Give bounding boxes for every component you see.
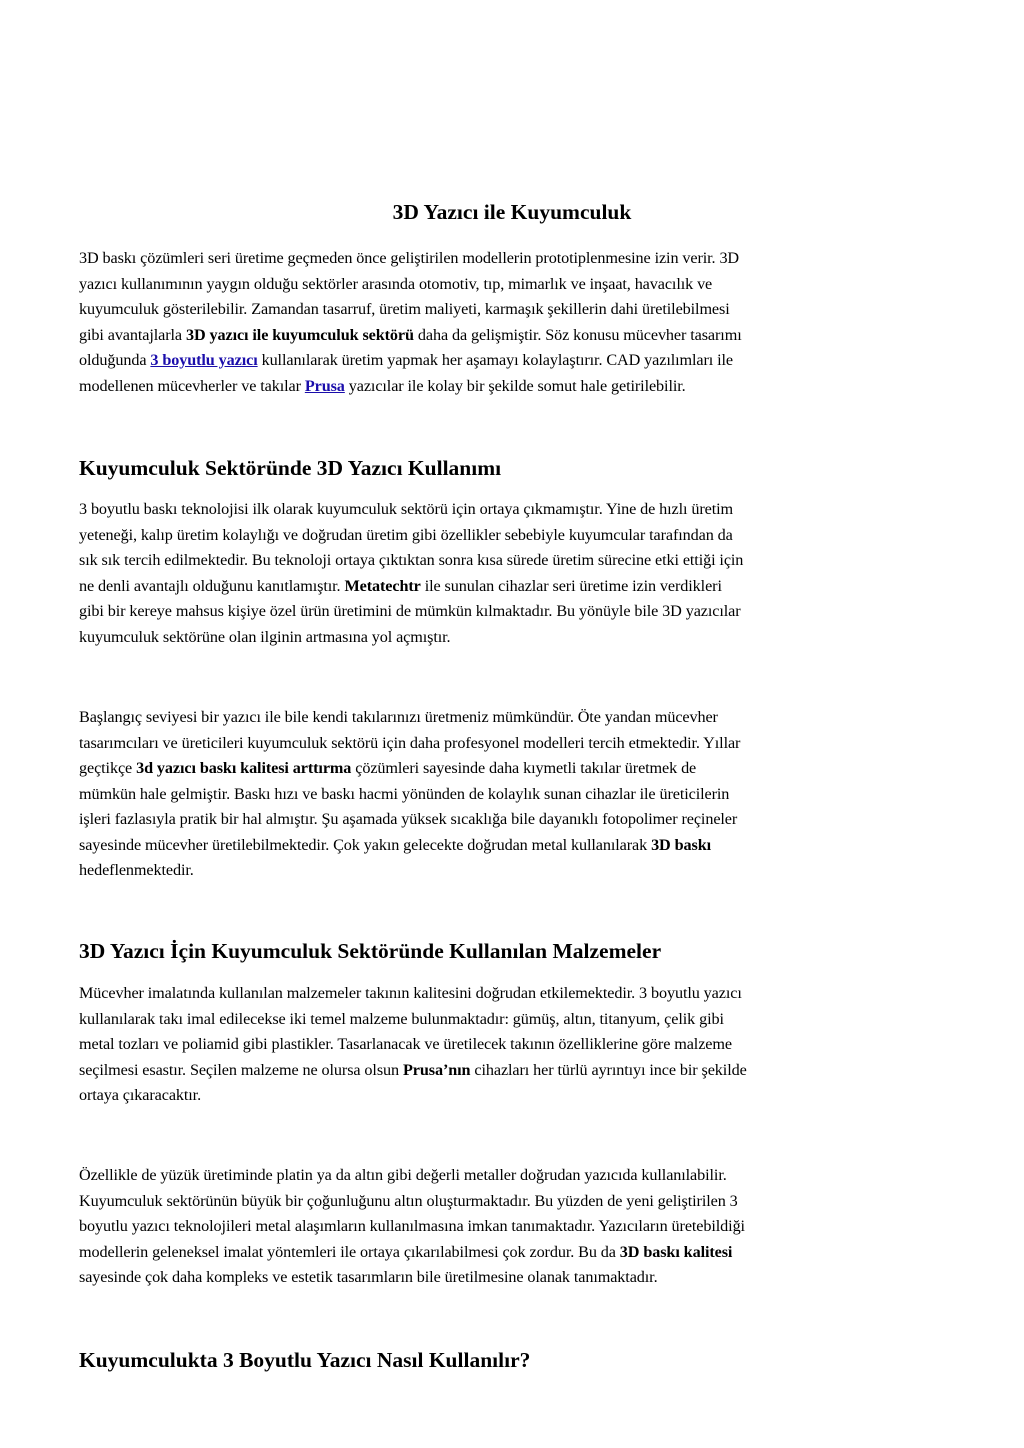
text-line: hedeflenmektedir.	[79, 861, 194, 879]
text-line: sık sık tercih edilmektedir. Bu teknoloji ortaya çıktıktan sonra kısa sürede üretim sürecine etki ettiği için	[79, 551, 744, 569]
text-segment: cihazları her türlü ayrıntıyı ince bir şekilde	[470, 1060, 747, 1079]
text-line: yazıcı kullanımının yaygın olduğu sektörler arasında otomotiv, tıp, mimarlık ve inşaat, havacılık ve	[79, 274, 713, 293]
text-line: metal tozları ve poliamid gibi plastikler. Tasarlanacak ve üretilecek takının özelliklerine göre malzeme	[79, 1035, 732, 1053]
text-segment: çözümleri sayesinde daha kıymetli takılar üretmek de	[351, 759, 697, 777]
text-line: tasarımcıları ve üreticileri kuyumculuk sektörü için daha profesyonel modelleri tercih etmektedir. Yıllar	[79, 733, 741, 752]
text-line: yeteneği, kalıp üretim kolaylığı ve doğrudan üretim gibi özellikler sebebiyle kuyumcular tarafından da	[79, 525, 733, 544]
text-segment: modellerin geleneksel imalat yöntemleri ile ortaya çıkarılabilmesi çok zordur. Bu da	[79, 1242, 620, 1261]
text-line: gibi bir kereye mahsus kişiye özel ürün üretimini de mümkün kılmaktadır. Bu yönüyle bile 3D yazıcılar	[79, 602, 741, 620]
bold-keyword: 3D yazıcı ile kuyumculuk sektörü	[185, 325, 414, 344]
text-line	[79, 1240, 949, 1266]
bold-keyword: 3D baskı	[651, 835, 711, 854]
materials-paragraph	[79, 981, 949, 1109]
text-segment: olduğunda	[79, 351, 151, 369]
text-line: Başlangıç seviyesi bir yazıcı ile bile kendi takılarınızı üretmeniz mümkündür. Öte yandan mücevher	[79, 708, 718, 726]
text-line: mümkün hale gelmiştir. Baskı hızı ve baskı hacmi yönünden de kolaylık sunan cihazlar ile üreticilerin	[79, 784, 730, 803]
bold-keyword: 3d yazıcı baskı kalitesi arttırma	[136, 759, 352, 777]
text-line	[79, 833, 949, 859]
section-heading-kullanim: Kuyumculuk Sektöründe 3D Yazıcı Kullanımı	[79, 456, 502, 480]
text-line: kullanılarak takı imal edilecekse iki temel malzeme bulunmaktadır: gümüş, altın, titanyum, çelik gibi	[79, 1009, 724, 1028]
link-prusa[interactable]: Prusa	[304, 376, 345, 395]
text-line	[79, 348, 949, 374]
section-heading-malzemeler: 3D Yazıcı İçin Kuyumculuk Sektöründe Kullanılan Malzemeler	[79, 939, 662, 963]
text-segment: geçtikçe	[79, 759, 137, 777]
text-segment: seçilmesi esastır. Seçilen malzeme ne olursa olsun	[79, 1060, 403, 1079]
text-line: Mücevher imalatında kullanılan malzemeler takının kalitesini doğrudan etkilemektedir. 3 boyutlu yazıcı	[79, 984, 742, 1002]
bold-keyword: Prusa’nın	[402, 1060, 471, 1079]
text-line	[79, 1058, 949, 1084]
text-line: Özellikle de yüzük üretiminde platin ya da altın gibi değerli metaller doğrudan yazıcıda kullanılabilir.	[79, 1166, 727, 1184]
text-line: işleri fazlasıyla pratik bir hal almıştır. Şu aşamada yüksek sıcaklığa bile dayanıklı fotopolimer reçineler	[79, 810, 738, 828]
link-3-boyutlu-yazici[interactable]: 3 boyutlu yazıcı	[150, 351, 258, 369]
text-segment: ile sunulan cihazlar seri üretime izin verdikleri	[420, 576, 722, 595]
text-segment: kullanılarak üretim yapmak her aşamayı kolaylaştırır. CAD yazılımları ile	[257, 351, 734, 369]
text-line	[79, 323, 949, 349]
beginner-paragraph	[79, 705, 949, 884]
intro-paragraph	[79, 246, 949, 399]
text-line: kuyumculuk gösterilebilir. Zamandan tasarruf, üretim maliyeti, karmaşık şekillerin dahi üretilebilmesi	[79, 300, 730, 318]
text-line	[79, 374, 949, 400]
text-segment: daha da gelişmiştir. Söz konusu mücevher tasarımı	[413, 325, 742, 344]
text-line: 3 boyutlu baskı teknolojisi ilk olarak kuyumculuk sektörü için ortaya çıkmamıştır. Yine de hızlı üretim	[79, 500, 734, 518]
usage-paragraph	[79, 497, 949, 650]
bold-keyword: 3D baskı kalitesi	[619, 1242, 733, 1261]
text-line	[79, 574, 949, 600]
text-segment: gibi avantajlarla	[79, 325, 186, 344]
text-segment: ne denli avantajlı olduğunu kanıtlamıştır.	[79, 576, 345, 595]
text-line: Kuyumculuk sektörünün büyük bir çoğunluğunu altın oluşturmaktadır. Bu yüzden de yeni geliştirilen 3	[79, 1191, 738, 1210]
section-heading-nasil: Kuyumculukta 3 Boyutlu Yazıcı Nasıl Kullanılır?	[79, 1348, 531, 1372]
text-segment: sayesinde mücevher üretilebilmektedir. Çok yakın gelecekte doğrudan metal kullanılarak	[79, 835, 652, 854]
text-line: 3D baskı çözümleri seri üretime geçmeden önce geliştirilen modellerin prototiplenmesine izin verir. 3D	[79, 249, 740, 267]
text-line: sayesinde çok daha kompleks ve estetik tasarımların bile üretilmesine olanak tanımaktadır.	[79, 1268, 658, 1286]
page-title: 3D Yazıcı ile Kuyumculuk	[392, 200, 632, 224]
text-line: kuyumculuk sektörüne olan ilginin artmasına yol açmıştır.	[79, 627, 451, 646]
metals-paragraph	[79, 1163, 949, 1291]
text-line: boyutlu yazıcı teknolojileri metal alaşımların kullanılmasına imkan tanımaktadır. Yazıcıların üretebildiği	[79, 1217, 745, 1235]
text-line: ortaya çıkaracaktır.	[79, 1086, 202, 1104]
text-segment: yazıcılar ile kolay bir şekilde somut hale getirilebilir.	[344, 376, 686, 395]
text-line	[79, 756, 949, 782]
text-segment: modellenen mücevherler ve takılar	[79, 376, 305, 395]
bold-keyword: Metatechtr	[344, 576, 421, 595]
